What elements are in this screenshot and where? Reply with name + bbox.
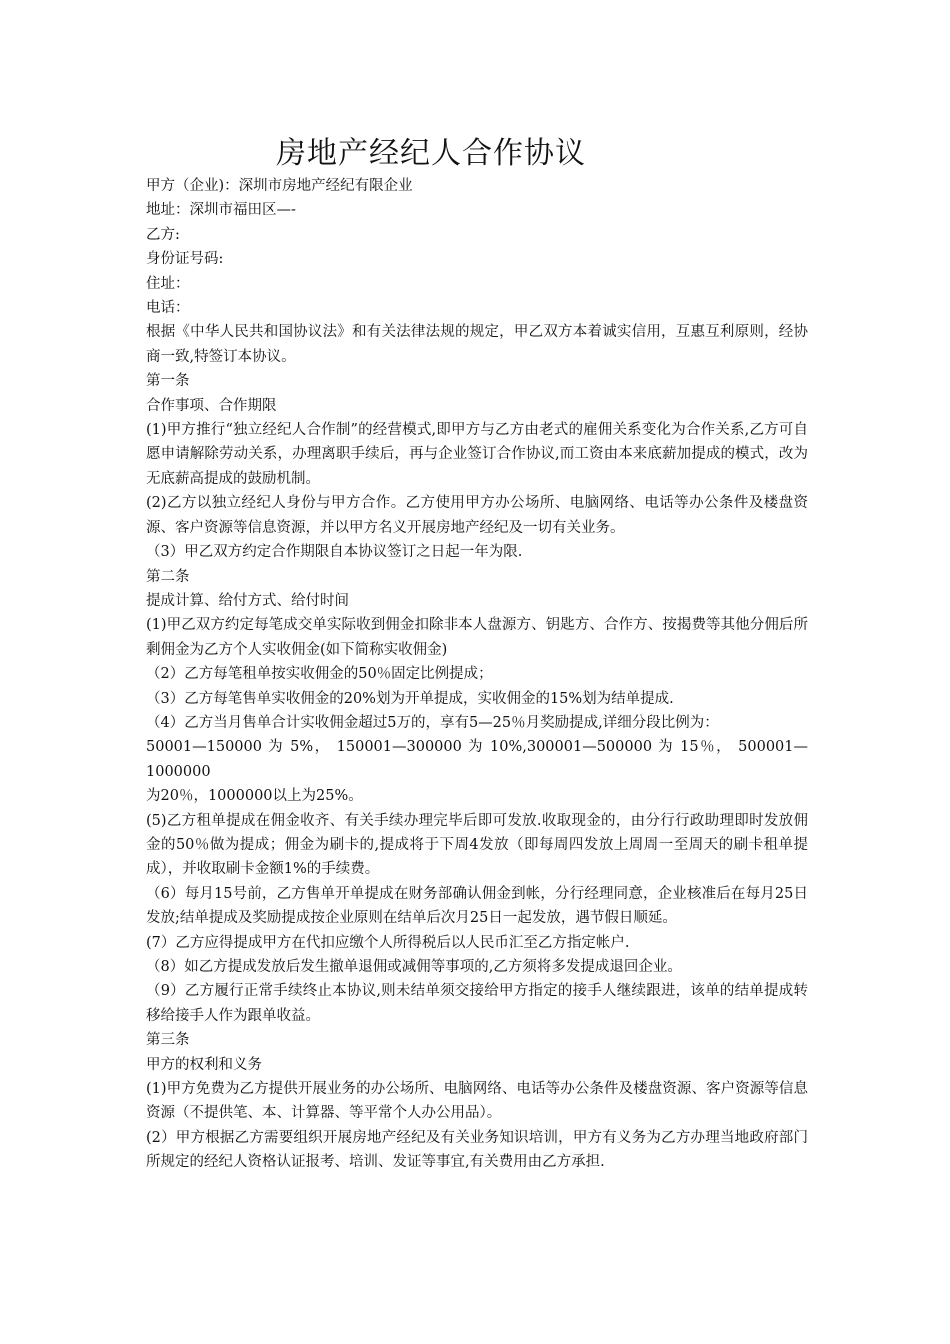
article-3-item: (2）甲方根据乙方需要组织开展房地产经纪及有关业务知识培训，甲方有义务为乙方办理当地政府部门所规定的经纪人资格认证报考、培训、发证等事宜,有关费用由乙方承担. xyxy=(146,1129,808,1171)
preamble: 根据《中华人民共和国协议法》和有关法律法规的规定，甲乙双方本着诚实信用，互惠互利原则，经协商一致,特签订本协议。 xyxy=(146,324,808,365)
article-1-subheading: 合作事项、合作期限 xyxy=(146,397,277,414)
article-2-item: (1)甲乙双方约定每笔成交单实际收到佣金扣除非本人盘源方、钥匙方、合作方、按揭费等其他分佣后所剩佣金为乙方个人实收佣金(如下简称实收佣金) xyxy=(146,617,808,658)
article-2-item: （4）乙方当月售单合计实收佣金超过5万的，享有5—25％月奖励提成,详细分段比例为： xyxy=(146,714,719,731)
article-2-heading: 第二条 xyxy=(146,568,190,585)
party-b-line: 乙方: xyxy=(146,226,180,243)
address-line: 地址：深圳市福田区—- xyxy=(146,202,296,219)
article-1-item: （3）甲乙双方约定合作期限自本协议签订之日起一年为限. xyxy=(146,544,523,561)
document-title: 房地产经纪人合作协议 xyxy=(276,136,586,171)
article-2-tier-line: 为20％，1000000以上为25%。 xyxy=(146,788,363,805)
article-3-subheading: 甲方的权利和义务 xyxy=(146,1056,262,1073)
article-2-item: （2）乙方每笔租单按实收佣金的50％固定比例提成； xyxy=(146,666,493,683)
phone-line: 电话： xyxy=(146,300,190,317)
article-2-tier-line: 50001—150000 为 5%， 150001—300000 为 10%,300001—500000 为 15％， 500001— xyxy=(146,739,808,756)
party-a-line: 甲方（企业)：深圳市房地产经纪有限企业 xyxy=(146,178,413,194)
article-2-item: (7）乙方应得提成甲方在代扣应缴个人所得税后以人民币汇至乙方指定帐户. xyxy=(146,934,630,951)
article-1-heading: 第一条 xyxy=(146,373,190,390)
article-2-item: （8）如乙方提成发放后发生撤单退佣或减佣等事项的,乙方须将多发提成退回企业。 xyxy=(146,959,682,975)
article-3-heading: 第三条 xyxy=(146,1032,190,1049)
article-2-item: （9）乙方履行正常手续终止本协议,则未结单须交接给甲方指定的接手人继续跟进，该单的结单提成转移给接手人作为跟单收益。 xyxy=(146,983,808,1024)
article-2-item: (5)乙方租单提成在佣金收齐、有关手续办理完毕后即可发放.收取现金的，由分行行政助理即时发放佣金的50％做为提成；佣金为刷卡的,提成将于下周4发放（即每周四发放上周周一至周天的刷卡租单提成），并收取刷卡金额1%的手续费。 xyxy=(146,812,808,878)
article-2-tier-line: 1000000 xyxy=(146,763,211,780)
article-2-item: （3）乙方每笔售单实收佣金的20%划为开单提成，实收佣金的15%划为结单提成. xyxy=(146,690,674,707)
residence-line: 住址： xyxy=(146,275,190,292)
article-1-item: (1)甲方推行“独立经纪人合作制”的经营模式,即甲方与乙方由老式的雇佣关系变化为合作关系,乙方可自愿申请解除劳动关系，办理离职手续后，再与企业签订合作协议,而工资由本来底薪加提成的模式，改为无底薪高提成的鼓励机制。 xyxy=(146,422,808,487)
document-body xyxy=(146,174,808,1175)
article-3-item: (1)甲方免费为乙方提供开展业务的办公场所、电脑网络、电话等办公条件及楼盘资源、客户资源等信息资源（不提供笔、本、计算器、等平常个人办公用品）。 xyxy=(146,1081,808,1122)
article-2-subheading: 提成计算、给付方式、给付时间 xyxy=(146,592,349,609)
article-1-item: (2)乙方以独立经纪人身份与甲方合作。乙方使用甲方办公场所、电脑网络、电话等办公条件及楼盘资源、客户资源等信息资源，并以甲方名义开展房地产经纪及一切有关业务。 xyxy=(146,495,808,536)
id-number-line: 身份证号码: xyxy=(146,251,224,268)
article-2-item: （6）每月15号前，乙方售单开单提成在财务部确认佣金到帐，分行经理同意，企业核准后在每月25日发放;结单提成及奖励提成按企业原则在结单后次月25日一起发放，遇节假日顺延。 xyxy=(146,885,808,927)
